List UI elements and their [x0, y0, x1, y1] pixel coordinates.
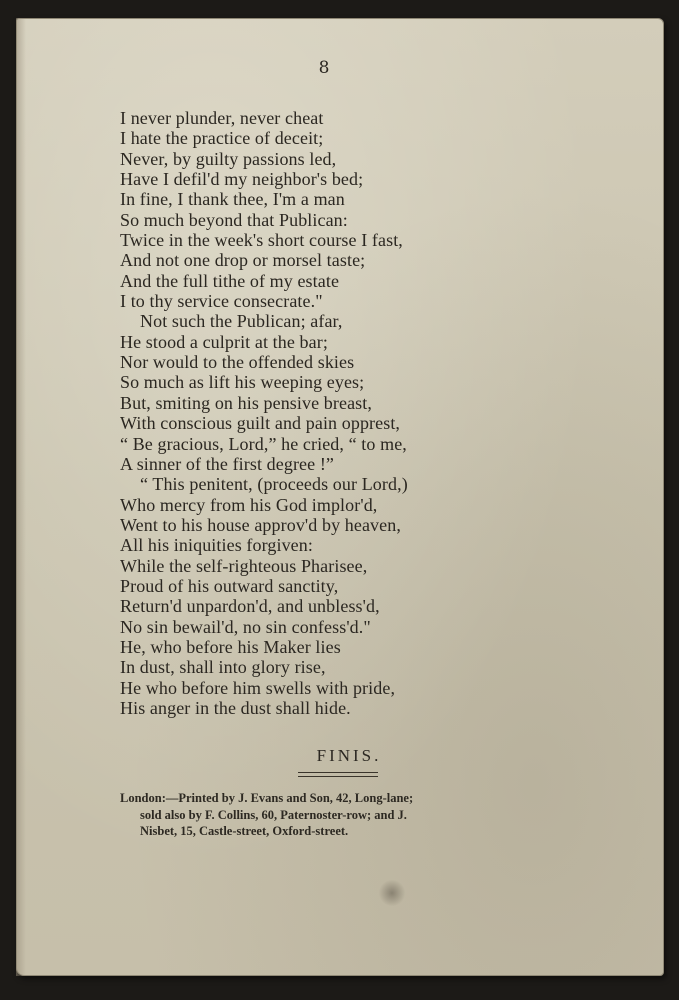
poem-line: So much beyond that Publican:	[120, 209, 348, 230]
page-edge-shading	[16, 18, 26, 976]
finis-rule-top	[298, 772, 378, 773]
finis-heading-block	[16, 746, 664, 766]
poem-line: I to thy service consecrate."	[120, 291, 323, 312]
imprint-line: London:—Printed by J. Evans and Son, 42, Long-lane;	[120, 791, 414, 805]
poem-line: Have I defil'd my neighbor's bed;	[120, 169, 364, 190]
poem-text	[120, 108, 408, 718]
poem-line: He stood a culprit at the bar;	[120, 331, 328, 352]
poem-line: While the self-righteous Pharisee,	[120, 555, 368, 576]
poem-line: He, who before his Maker lies	[120, 636, 341, 657]
poem-line: No sin bewail'd, no sin confess'd."	[120, 616, 371, 637]
poem-line: I hate the practice of deceit;	[120, 128, 324, 149]
poem-line: With conscious guilt and pain opprest,	[120, 413, 401, 434]
poem-line: “ Be gracious, Lord,” he cried, “ to me,	[120, 433, 407, 454]
poem-line: He who before him swells with pride,	[120, 677, 396, 698]
poem-line: His anger in the dust shall hide.	[120, 697, 351, 718]
poem-line: Not such the Publican; afar,	[140, 311, 343, 332]
poem-line: A sinner of the first degree !”	[120, 453, 335, 474]
poem-line: All his iniquities forgiven:	[120, 535, 313, 556]
poem-line: And the full tithe of my estate	[120, 270, 340, 291]
printer-imprint	[120, 790, 620, 840]
imprint-line: sold also by F. Collins, 60, Paternoster-row; and J.	[140, 807, 407, 822]
poem-line: In fine, I thank thee, I'm a man	[120, 189, 345, 210]
poem-line: In dust, shall into glory rise,	[120, 657, 326, 678]
page-number: 8	[318, 58, 330, 78]
poem-line: I never plunder, never cheat	[120, 108, 324, 128]
poem-line: Never, by guilty passions led,	[120, 148, 337, 169]
poem-line: Twice in the week's short course I fast,	[120, 230, 403, 251]
poem-line: “ This penitent, (proceeds our Lord,)	[140, 474, 408, 495]
poem-line: So much as lift his weeping eyes;	[120, 372, 365, 393]
imprint-line: Nisbet, 15, Castle-street, Oxford-street.	[140, 824, 349, 838]
paper-stain	[378, 880, 406, 906]
poem-line: Went to his house approv'd by heaven,	[120, 514, 401, 535]
finis-heading: FINIS.	[316, 746, 382, 765]
poem-line: Nor would to the offended skies	[120, 352, 355, 373]
poem-line: And not one drop or morsel taste;	[120, 250, 366, 271]
poem-line: Who mercy from his God implor'd,	[120, 494, 378, 515]
poem-line: Proud of his outward sanctity,	[120, 575, 339, 596]
poem-line: Return'd unpardon'd, and unbless'd,	[120, 596, 380, 617]
poem-line: But, smiting on his pensive breast,	[120, 392, 372, 413]
book-page	[16, 18, 664, 976]
finis-rule-bottom	[298, 776, 378, 777]
